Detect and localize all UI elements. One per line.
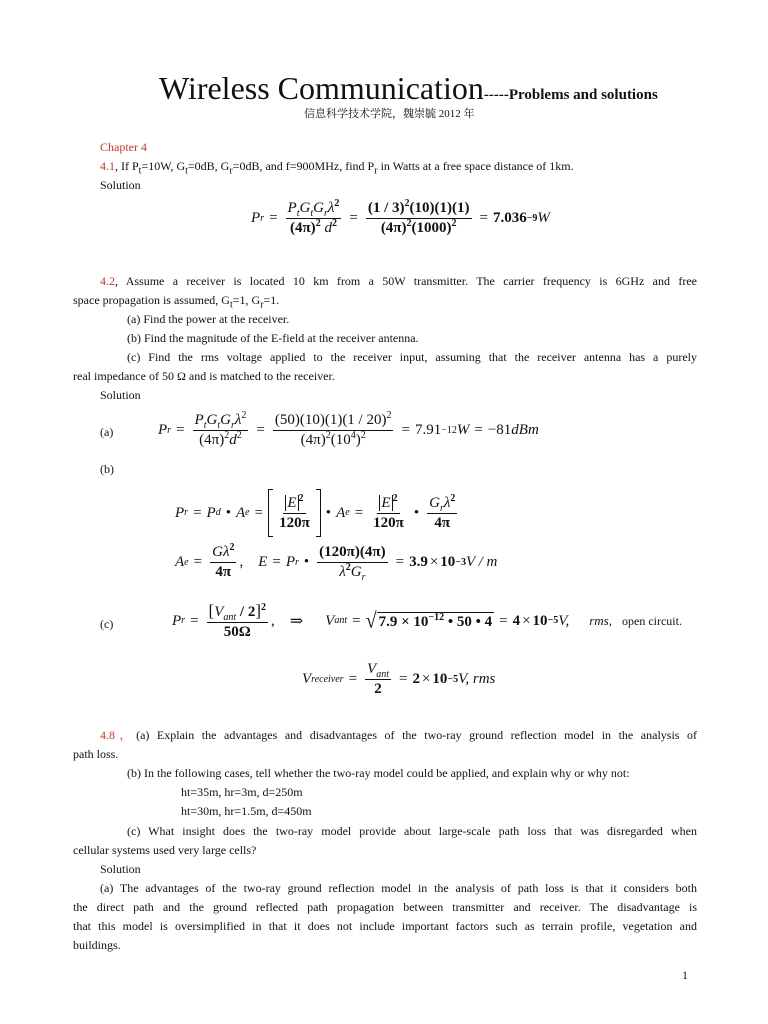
var: P: [251, 210, 261, 226]
fraction: [371, 492, 406, 532]
equals: =: [354, 504, 364, 521]
sup: 2: [236, 430, 242, 441]
equals: =: [176, 422, 185, 438]
var: A: [336, 504, 346, 521]
var: G: [313, 200, 324, 216]
unit: W: [537, 210, 550, 226]
sub: r: [260, 212, 265, 224]
equals: =: [348, 671, 358, 687]
term: 4π: [215, 564, 232, 580]
var: P: [194, 412, 204, 428]
var: V: [325, 612, 335, 629]
var: P: [206, 504, 216, 521]
sub: ant: [223, 612, 237, 623]
sup: 2: [331, 218, 337, 229]
sup: 2: [386, 410, 392, 421]
subscript: r: [229, 165, 233, 177]
sub: d: [215, 507, 221, 518]
equals: =: [395, 554, 405, 570]
problem-4-8-case2: ht=30m, hr=1.5m, d=450m: [181, 804, 312, 818]
equals: =: [272, 554, 281, 570]
equals: =: [256, 422, 265, 438]
term: (1000): [411, 220, 452, 236]
problem-4-2-part-a: (a) Find the power at the receiver.: [127, 312, 290, 326]
radical-sign: √: [365, 608, 377, 633]
solution-4-8-line3: that this model is oversimplified in that it does not include important factors such as terrain profile, vegetation and: [73, 919, 697, 933]
term: (120π)(4π): [317, 544, 387, 563]
square-root: [366, 610, 495, 633]
equals: =: [352, 612, 361, 629]
subscript: t: [185, 165, 188, 177]
text: space propagation is assumed, G: [73, 293, 230, 307]
sup: 2: [345, 562, 351, 573]
var: λ: [339, 564, 346, 580]
term: 10: [532, 612, 548, 629]
var: G: [299, 200, 311, 216]
term: ): [355, 432, 361, 448]
sub: r: [295, 556, 299, 568]
sub: ant: [376, 669, 389, 680]
chapter-heading: Chapter 4: [100, 140, 147, 154]
sub: r: [323, 208, 328, 219]
equals: =: [193, 554, 203, 570]
unit: dBm: [511, 422, 539, 438]
equals: =: [349, 210, 358, 226]
var: λ: [443, 494, 451, 511]
unit: W: [456, 422, 470, 438]
sup: 2: [334, 198, 340, 209]
bullet: •: [303, 554, 310, 570]
var: E: [381, 494, 391, 511]
author-line: 信息科学技术学院，魏崇毓 2012 年: [304, 108, 475, 120]
term: 120π: [279, 514, 310, 531]
equals: =: [474, 422, 483, 438]
var: d: [229, 432, 237, 448]
term: (4π): [300, 432, 326, 448]
var: P: [285, 554, 295, 570]
solution-label: Solution: [100, 388, 141, 402]
times: ×: [522, 612, 531, 629]
sub: r: [439, 502, 444, 514]
document-title: [159, 70, 658, 107]
term: (10)(1)(1): [409, 200, 470, 216]
problem-4-2-part-c2: real impedance of 50 Ω and is matched to the receiver.: [73, 369, 335, 383]
part-a-label: (a): [100, 425, 114, 439]
text: (a) Explain the advantages and disadvantages of the two-ray ground reflection model in the analysis of: [136, 728, 697, 742]
sup: 2: [360, 430, 366, 441]
bullet: •: [225, 504, 231, 521]
problem-4-2-line1: [100, 274, 697, 289]
equals: =: [479, 210, 488, 226]
term: (1 / 3): [367, 200, 405, 216]
sub: r: [361, 572, 366, 583]
var: λ: [234, 412, 242, 428]
sub: receiver: [311, 673, 344, 685]
var: A: [235, 504, 246, 521]
equation-4-2c-2: V receiver = $\frac{V_{ant}}{2}$ = 2 × 10 −5 V, rms: [302, 661, 496, 697]
term: (10: [330, 432, 351, 448]
problem-4-8-line1: [100, 728, 697, 743]
sup: 2: [392, 492, 398, 504]
var: E: [258, 554, 268, 570]
sub: e: [184, 556, 189, 568]
problem-4-8-part-c1: (c) What insight does the two-ray model provide about large-scale path loss that was disregarded when: [127, 824, 697, 838]
fraction: $\frac{[V_{ant} / 2]^2}{50\Omega}$: [208, 601, 267, 640]
var: P: [172, 612, 182, 629]
term: / 2: [236, 604, 256, 620]
left-bracket: [268, 489, 273, 537]
equation-4-2b-2: A e = $\frac{G\lambda^2}{4\pi}$ , E = P r • $\frac{(120\pi)(4\pi)}{\lambda^2G_r}$ = 3.9 × 10 −3 V / m: [175, 542, 498, 583]
equals: =: [193, 504, 202, 521]
term: (4π): [199, 432, 225, 448]
problem-4-1-statement: [100, 159, 574, 177]
sub: t: [310, 208, 314, 219]
fraction: [365, 661, 391, 698]
text: =0dB, and f=900MHz, find P: [232, 159, 375, 173]
open-circuit-label: open circuit.: [622, 613, 682, 628]
fraction: [193, 412, 249, 449]
sub: ant: [334, 615, 348, 626]
part-b-label: (b): [100, 462, 114, 476]
rms-label: rms,: [589, 613, 612, 628]
fraction: [427, 492, 457, 532]
sup: 2: [298, 492, 304, 504]
text: , Assume a receiver is located 10 km from a 50W transmitter. The carrier frequency is 6GHz and free: [115, 274, 697, 288]
subscript: t: [138, 165, 142, 177]
problem-4-8-case1: ht=35m, hr=3m, d=250m: [181, 785, 303, 799]
comma: ,: [271, 612, 290, 629]
fraction: [317, 544, 387, 581]
var: G: [220, 412, 231, 428]
solution-4-8-line4: buildings.: [73, 938, 121, 952]
sub: e: [245, 507, 250, 518]
term: • 50 • 4: [444, 613, 493, 630]
result: −81: [487, 422, 512, 438]
solution-label: Solution: [100, 178, 141, 192]
sup: −12: [428, 611, 445, 623]
unit: V / m: [465, 554, 498, 570]
equals: =: [269, 210, 278, 226]
sub: e: [345, 507, 350, 518]
term: 50Ω: [223, 624, 251, 640]
equation-4-2c-1: P r = $\frac{[V_{ant} / 2]^2}{50\Omega}$ , ⇒ V ant = √ $7.9 \times 10^{-12}$ • 50 • 4 = 4 × 10 −5 V, rms, open circuit.: [172, 601, 682, 640]
var: λ: [327, 200, 335, 216]
solution-4-8-line1: (a) The advantages of the two-ray ground reflection model in the analysis of path loss is that it considers both: [100, 881, 697, 895]
text: in Watts at a free space distance of 1km.: [377, 159, 574, 173]
var: V: [367, 661, 377, 677]
problem-4-2-part-c1: (c) Find the rms voltage applied to the receiver input, assuming that the receiver antenna has a purely: [127, 350, 697, 364]
term: 120π: [373, 514, 404, 531]
equation-4-2a: P r = $\frac{P_tG_tG_r\lambda^2}{(4\pi)^2d^2}$ = $\frac{(50)(10)(1)(1 / 20)^2}{(4\pi)^2(10^4)^2}$ = 7.91 −12 W = −81 dBm: [158, 410, 539, 448]
var: P: [175, 504, 185, 521]
bullet: •: [325, 504, 332, 521]
subscript: r: [260, 299, 264, 311]
sup: 2: [406, 218, 412, 229]
result: 7.036: [492, 210, 527, 226]
equation-4-1: P r = $\frac{P_tG_tG_r\lambda^2}{(4\pi)^2 d^2}$ = $\frac{(1 / 3)^2(10)(1)(1)}{(4\pi)^2(1000)^2}$ = 7.036 −9 W: [251, 198, 550, 236]
term: 4π: [434, 514, 451, 531]
right-bracket: [316, 489, 321, 537]
var: G: [206, 412, 218, 428]
equals: =: [401, 422, 410, 438]
var: P: [287, 200, 297, 216]
fraction: [210, 544, 236, 581]
times: ×: [429, 554, 439, 570]
var: E: [287, 494, 297, 511]
sub: r: [167, 424, 172, 436]
subscript: t: [229, 299, 233, 311]
sup: 2: [224, 430, 230, 441]
var: A: [175, 554, 185, 570]
solution-label: Solution: [100, 862, 141, 876]
result: 4: [512, 612, 521, 629]
equals: =: [398, 671, 408, 687]
var: V: [302, 671, 312, 687]
var: d: [324, 220, 332, 236]
problem-4-2-part-b: (b) Find the magnitude of the E-field at the receiver antenna.: [127, 331, 419, 345]
sup: 2: [404, 198, 410, 209]
var: G: [212, 544, 223, 560]
sub: r: [181, 615, 186, 626]
var: λ: [222, 544, 230, 560]
problem-4-8-part-c2: cellular systems used very large cells?: [73, 843, 257, 857]
problem-4-8-part-b: (b) In the following cases, tell whether the two-ray model could be applied, and explain why or why not:: [127, 766, 630, 780]
problem-number: 4.8: [100, 728, 115, 742]
sub: r: [184, 507, 189, 518]
sup: 2: [451, 218, 457, 229]
page-number: 1: [682, 968, 688, 982]
fraction: [286, 200, 342, 237]
term: (50)(10)(1)(1 / 20): [274, 412, 387, 428]
result: 2: [412, 671, 420, 687]
var: G: [429, 494, 440, 511]
text: =0dB, G: [187, 159, 230, 173]
text: =1.: [263, 293, 280, 307]
problem-4-8-line2: path loss.: [73, 747, 119, 761]
sup: 2: [325, 430, 331, 441]
sub: r: [230, 420, 235, 431]
text: , If P: [115, 159, 139, 173]
sup: 2: [261, 602, 267, 613]
unit: V,: [558, 612, 570, 629]
text: =1, G: [232, 293, 261, 307]
fraction: [277, 492, 312, 532]
text: =10W, G: [141, 159, 186, 173]
term: (4π): [380, 220, 407, 236]
sup: 2: [315, 218, 321, 229]
subscript: r: [374, 165, 378, 177]
unit: V, rms: [458, 671, 496, 687]
equals: =: [190, 612, 199, 629]
equals: =: [499, 612, 508, 629]
result: 7.91: [414, 422, 442, 438]
sup: 2: [229, 542, 235, 553]
var: P: [158, 422, 168, 438]
fraction: [273, 412, 394, 449]
sub: t: [296, 208, 300, 219]
sub: t: [217, 420, 221, 431]
problem-4-2-line2: [73, 293, 280, 311]
result: 3.9: [409, 554, 428, 570]
problem-number: 4.1: [100, 159, 115, 173]
sup: 4: [350, 430, 356, 441]
title-subtitle: Problems and solutions: [508, 87, 658, 103]
term: 2: [374, 681, 382, 697]
part-c-label: (c): [100, 617, 114, 631]
term: 10: [432, 671, 448, 687]
term: (4π): [289, 220, 316, 236]
title-main: Wireless Communication: [159, 70, 484, 106]
term: 10: [440, 554, 456, 570]
equation-4-2b-1: [175, 489, 460, 537]
problem-number: 4.2: [100, 274, 115, 288]
title-dashes: -----: [483, 87, 509, 103]
term: 7.9 × 10: [378, 613, 429, 630]
fraction: [366, 200, 472, 237]
implies-arrow: ⇒: [289, 613, 304, 630]
times: ×: [421, 671, 431, 687]
sub: t: [203, 420, 207, 431]
solution-4-8-line2: the direct path and the ground reflected path propagation between transmitter and receiver. The disadvantage is: [73, 900, 697, 914]
equals: =: [254, 504, 264, 521]
sup: 2: [241, 410, 247, 421]
comma: ,: [239, 554, 259, 570]
var: G: [350, 564, 362, 580]
sup: 2: [450, 492, 456, 504]
bullet: •: [413, 504, 420, 521]
var: V: [214, 604, 224, 620]
separator: ，: [115, 728, 137, 742]
